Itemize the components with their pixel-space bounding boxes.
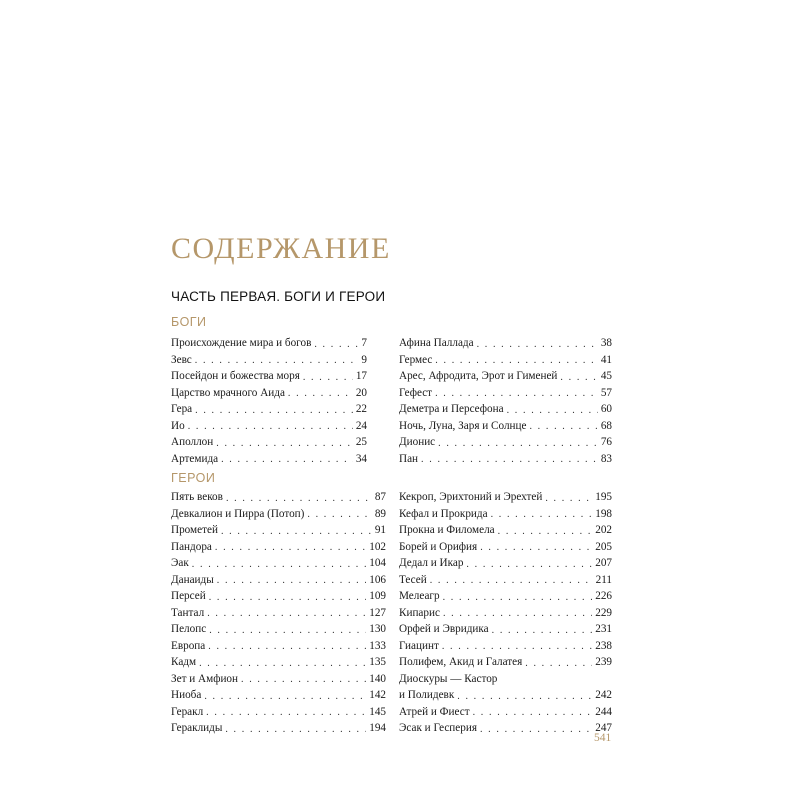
toc-entry-page: 109: [369, 590, 386, 602]
section-heading-gods: БОГИ: [171, 315, 207, 329]
toc-entry-title: Гермес: [399, 353, 433, 366]
toc-entry-title: Мелеагр: [399, 590, 440, 602]
dot-leader: [188, 420, 353, 434]
toc-entry-page: 24: [355, 419, 367, 432]
toc-entry: [171, 368, 367, 385]
toc-entry-page: 83: [600, 452, 612, 465]
toc-entry-page: 22: [355, 403, 367, 415]
toc-entry-title: Дионис: [399, 436, 436, 448]
dot-leader: [480, 723, 592, 737]
dot-leader: [216, 437, 353, 451]
dot-leader: [430, 574, 593, 588]
toc-entry-title: Эсак и Гесперия: [399, 722, 477, 734]
toc-entry: [399, 451, 612, 468]
toc-entry-page: 104: [369, 557, 386, 569]
dot-leader: [498, 525, 593, 539]
dot-leader: [208, 640, 366, 654]
dot-leader: [221, 525, 372, 539]
toc-entry: [399, 418, 612, 435]
toc-entry-title: Гиацинт: [399, 639, 439, 652]
dot-leader: [314, 338, 358, 352]
section-heading-heroes: ГЕРОИ: [171, 471, 216, 485]
toc-entry: [399, 489, 612, 506]
dot-leader: [209, 591, 367, 605]
toc-entry-page: 76: [600, 436, 612, 448]
toc-entry: [171, 418, 367, 435]
toc-entry: [399, 704, 612, 721]
toc-entry-title: Ночь, Луна, Заря и Солнце: [399, 419, 527, 432]
dot-leader: [477, 338, 598, 352]
toc-entry-title: Ио: [171, 419, 185, 432]
toc-entry-title: Тантал: [171, 606, 205, 619]
dot-leader: [241, 673, 366, 687]
toc-entry: [399, 572, 612, 589]
toc-entry-title: Кекроп, Эрихтоний и Эрехтей: [399, 491, 543, 503]
toc-entry-page: 45: [600, 370, 612, 382]
toc-entry-page: 145: [369, 705, 386, 718]
toc-entry-title: Происхождение мира и богов: [171, 337, 312, 349]
toc-entry-title: Афина Паллада: [399, 337, 474, 349]
toc-entry-page: 57: [600, 386, 612, 399]
dot-leader: [443, 591, 593, 605]
toc-entry-title: Полифем, Акид и Галатея: [399, 656, 523, 668]
toc-entry: [399, 539, 612, 556]
toc-entry-title: Пелопс: [171, 623, 207, 635]
dot-leader: [215, 541, 366, 555]
toc-entry-page: 207: [595, 557, 612, 569]
dot-leader: [435, 354, 598, 368]
toc-entry: [171, 605, 386, 622]
toc-entry-title: Кипарис: [399, 606, 440, 619]
dot-leader: [492, 624, 593, 638]
toc-entry-page: 202: [595, 524, 612, 536]
toc-entry: [171, 401, 367, 418]
toc-entry-title: Арес, Афродита, Эрот и Гименей: [399, 370, 558, 382]
dot-leader: [195, 404, 353, 418]
heroes-right-column: [399, 489, 612, 737]
dot-leader: [529, 420, 597, 434]
toc-entry-title: Пять веков: [171, 491, 223, 503]
dot-leader: [443, 607, 592, 621]
dot-leader: [507, 404, 598, 418]
dot-leader: [192, 558, 366, 572]
toc-entry-page: 142: [369, 689, 386, 701]
toc-entry-title: Геракл: [171, 705, 204, 718]
dot-leader: [307, 508, 371, 522]
toc-entry-title: Артемида: [171, 452, 219, 465]
page-number: 541: [594, 732, 612, 744]
toc-entry-page: 239: [595, 656, 612, 668]
toc-entry: [171, 588, 386, 605]
toc-entry: [171, 385, 367, 402]
toc-entry: [171, 434, 367, 451]
toc-entry: [399, 720, 612, 737]
dot-leader: [195, 354, 359, 368]
toc-entry-page: 133: [369, 639, 386, 652]
toc-entry-page: 87: [374, 491, 386, 503]
toc-entry: [171, 621, 386, 638]
toc-entry-page: 211: [595, 573, 612, 586]
toc-entry: [171, 671, 386, 688]
toc-entry-page: 231: [595, 623, 612, 635]
dot-leader: [480, 541, 592, 555]
part-heading: ЧАСТЬ ПЕРВАЯ. БОГИ И ГЕРОИ: [171, 289, 386, 304]
toc-entry: [399, 368, 612, 385]
toc-entry-title: Ниоба: [171, 689, 202, 701]
toc-entry-title: Зет и Амфион: [171, 672, 239, 685]
toc-entry: [171, 638, 386, 655]
toc-entry: [399, 522, 612, 539]
toc-entry-title: Девкалион и Пирра (Потоп): [171, 507, 305, 520]
dot-leader: [560, 371, 597, 385]
dot-leader: [466, 558, 592, 572]
heroes-left-column: [171, 489, 386, 737]
toc-entry-title: Европа: [171, 639, 206, 652]
toc-entry: [171, 506, 386, 523]
toc-entry-title: Прометей: [171, 524, 218, 536]
toc-entry: [171, 704, 386, 721]
dot-leader: [545, 492, 592, 506]
toc-entry: [171, 489, 386, 506]
dot-leader: [226, 492, 372, 506]
toc-entry-title: Орфей и Эвридика: [399, 623, 489, 635]
toc-entry-page: 41: [600, 353, 612, 366]
toc-entry: [399, 638, 612, 655]
toc-entry-title: Аполлон: [171, 436, 214, 448]
toc-entry: [399, 352, 612, 369]
toc-entry-title: Пан: [399, 452, 419, 465]
toc-entry-page: 247: [595, 722, 612, 734]
toc-entry: [399, 671, 612, 688]
toc-entry-page: 130: [369, 623, 386, 635]
toc-entry-page: 9: [361, 353, 367, 366]
toc-entry-page: 38: [600, 337, 612, 349]
toc-entry-page: 127: [369, 606, 386, 619]
toc-entry: [399, 621, 612, 638]
toc-entry-title: Гера: [171, 403, 193, 415]
toc-entry-title: Прокна и Филомела: [399, 524, 495, 536]
toc-entry-page: 106: [369, 573, 386, 586]
toc-entry-page: 244: [595, 705, 612, 718]
dot-leader: [491, 508, 593, 522]
toc-entry-page: 7: [361, 337, 367, 349]
toc-entry-page: 34: [355, 452, 367, 465]
toc-entry-title: Кадм: [171, 656, 197, 668]
toc-entry: [399, 401, 612, 418]
toc-entry: [171, 539, 386, 556]
dot-leader: [303, 371, 353, 385]
dot-leader: [199, 657, 366, 671]
toc-entry: [171, 451, 367, 468]
dot-leader: [221, 453, 353, 467]
toc-entry: [171, 687, 386, 704]
dot-leader: [442, 640, 592, 654]
toc-entry: [399, 687, 612, 704]
toc-entry-page: 140: [369, 672, 386, 685]
dot-leader: [209, 624, 366, 638]
toc-entry-page: 102: [369, 540, 386, 553]
dot-leader: [207, 607, 366, 621]
toc-entry-page: 25: [355, 436, 367, 448]
dot-leader: [473, 706, 593, 720]
toc-entry-page: 198: [595, 507, 612, 520]
toc-entry-title: Эак: [171, 557, 189, 569]
toc-entry-page: 60: [600, 403, 612, 415]
toc-entry-title: Деметра и Персефона: [399, 403, 504, 415]
toc-entry-title: Персей: [171, 590, 206, 602]
toc-entry-page: 238: [595, 639, 612, 652]
toc-entry: [399, 385, 612, 402]
toc-entry: [171, 572, 386, 589]
dot-leader: [457, 690, 592, 704]
toc-entry-title: Кефал и Прокрида: [399, 507, 488, 520]
toc-entry: [399, 588, 612, 605]
gods-right-column: [399, 335, 612, 467]
dot-leader: [225, 723, 366, 737]
toc-entry-page: 20: [355, 386, 367, 399]
dot-leader: [206, 706, 366, 720]
toc-entry-title: Посейдон и божества моря: [171, 370, 300, 382]
toc-entry-page: 194: [369, 722, 386, 734]
dot-leader: [438, 437, 598, 451]
toc-entry-title: Зевс: [171, 353, 192, 366]
dot-leader: [525, 657, 592, 671]
dot-leader: [204, 690, 366, 704]
toc-entry: [399, 605, 612, 622]
toc-entry-page: 91: [374, 524, 386, 536]
toc-entry-page: 68: [600, 419, 612, 432]
toc-entry: [171, 555, 386, 572]
toc-entry: [171, 352, 367, 369]
toc-entry-page: 135: [369, 656, 386, 668]
toc-entry: [399, 434, 612, 451]
toc-entry-title: Тесей: [399, 573, 427, 586]
dot-leader: [288, 387, 353, 401]
dot-leader: [217, 574, 366, 588]
toc-entry: [171, 720, 386, 737]
dot-leader: [435, 387, 598, 401]
toc-entry-title: Борей и Орифия: [399, 540, 478, 553]
toc-entry-title: Пандора: [171, 540, 212, 553]
gods-left-column: [171, 335, 367, 467]
toc-entry-title: Данаиды: [171, 573, 214, 586]
toc-entry: [399, 654, 612, 671]
toc-entry: [171, 522, 386, 539]
toc-entry: [399, 506, 612, 523]
toc-entry: [171, 654, 386, 671]
toc-entry-page: 242: [595, 689, 612, 701]
toc-entry-page: 229: [595, 606, 612, 619]
toc-entry-page: 226: [595, 590, 612, 602]
toc-entry-title: Гераклиды: [171, 722, 223, 734]
toc-entry-title: Диоскуры — Кастор: [399, 672, 498, 685]
toc-entry: [171, 335, 367, 352]
toc-entry-title: Гефест: [399, 386, 433, 399]
contents-title: СОДЕРЖАНИЕ: [171, 232, 391, 265]
toc-entry-page: 17: [355, 370, 367, 382]
toc-entry-page: 195: [595, 491, 612, 503]
toc-entry-title: Царство мрачного Аида: [171, 386, 285, 399]
toc-entry: [399, 555, 612, 572]
toc-entry-title: и Полидевк: [399, 689, 455, 701]
dot-leader: [421, 453, 598, 467]
toc-entry-page: 205: [595, 540, 612, 553]
toc-entry-title: Дедал и Икар: [399, 557, 464, 569]
toc-entry-page: 89: [374, 507, 386, 520]
toc-entry: [399, 335, 612, 352]
toc-entry-title: Атрей и Фиест: [399, 705, 470, 718]
